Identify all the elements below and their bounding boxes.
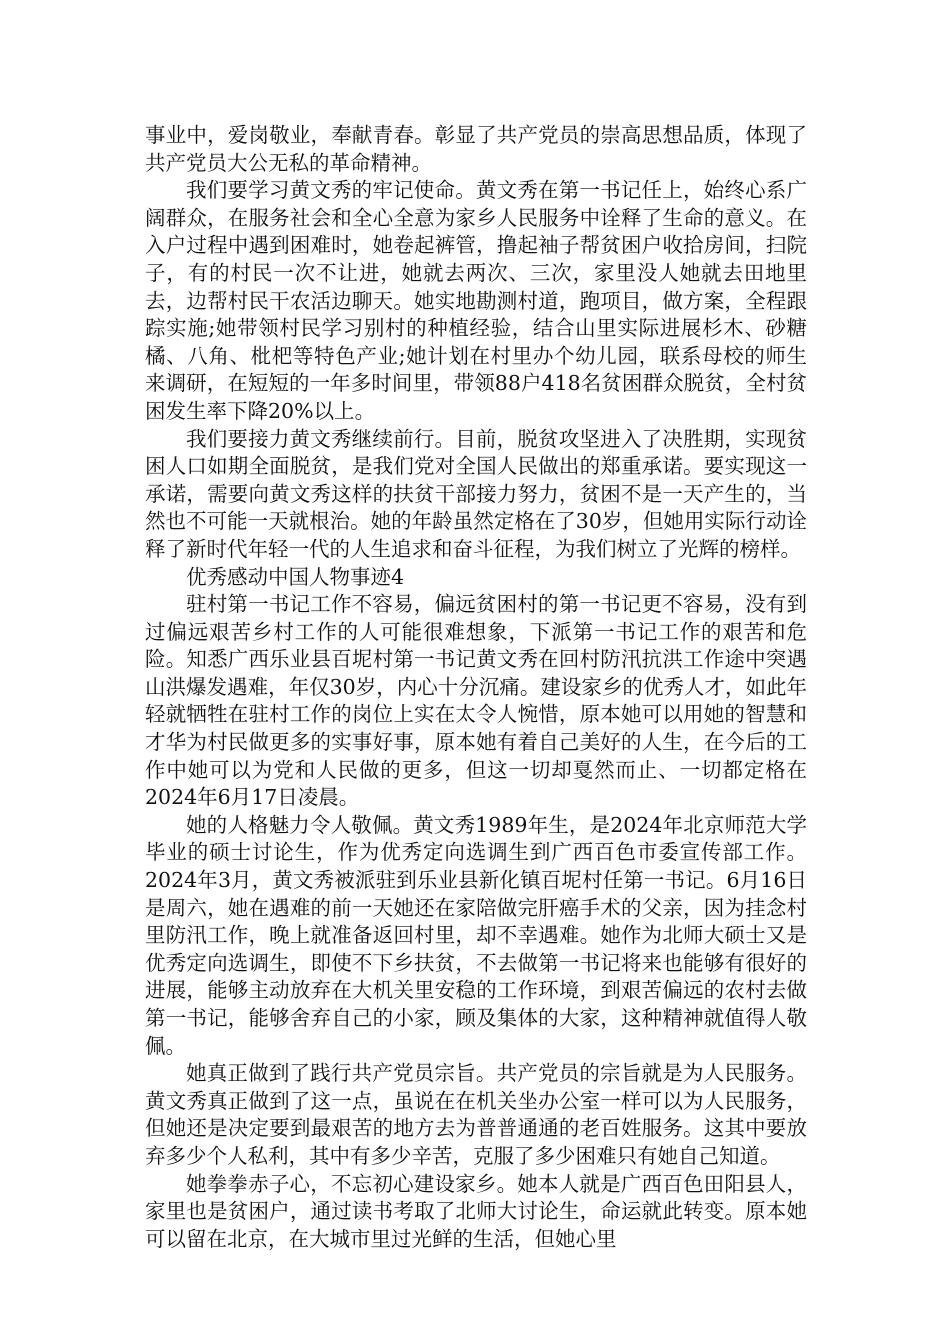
paragraph: 她真正做到了践行共产党员宗旨。共产党员的宗旨就是为人民服务。黄文秀真正做到了这一点，虽说在在机关坐办公室一样可以为人民服务，但她还是决定要到最艰苦的地方去为普普通通的老百姓服务。这其中要放弃多少个人私利，其中有多少辛苦，克服了多少困难只有她自己知道。 bbox=[145, 1061, 807, 1168]
paragraph: 我们要学习黄文秀的牢记使命。黄文秀在第一书记任上，始终心系广阔群众，在服务社会和全心全意为家乡人民服务中诠释了生命的意义。在入户过程中遇到困难时，她卷起裤管，撸起袖子帮贫困户收拾房间，扫院子，有的村民一次不让进，她就去两次、三次，家里没人她就去田地里去，边帮村民干农活边聊天。她实地勘测村道，跑项目，做方案，全程跟踪实施;她带领村民学习别村的种植经验，结合山里实际进展杉木、砂糖橘、八角、枇杷等特色产业;她计划在村里办个幼儿园，联系母校的师生来调研，在短短的一年多时间里，带领88户418名贫困群众脱贫，全村贫困发生率下降20%以上。 bbox=[145, 178, 807, 423]
paragraph: 驻村第一书记工作不容易，偏远贫困村的第一书记更不容易，没有到过偏远艰苦乡村工作的人可能很难想象，下派第一书记工作的艰苦和危险。知悉广西乐业县百坭村第一书记黄文秀在回村防汛抗洪工作途中突遇山洪爆发遇难，年仅30岁，内心十分沉痛。建设家乡的优秀人才，如此年轻就牺牲在驻村工作的岗位上实在太令人惋惜，原本她可以用她的智慧和才华为村民做更多的实事好事，原本她有着自己美好的人生，在今后的工作中她可以为党和人民做的更多，但这一切却戛然而止、一切都定格在2024年6月17日凌晨。 bbox=[145, 592, 807, 810]
paragraph: 她拳拳赤子心，不忘初心建设家乡。她本人就是广西百色田阳县人，家里也是贫困户，通过读书考取了北师大讨论生，命运就此转变。原本她可以留在北京，在大城市里过光鲜的生活，但她心里 bbox=[145, 1171, 807, 1251]
section-heading: 优秀感动中国人物事迹4 bbox=[186, 564, 405, 589]
document-body bbox=[145, 122, 807, 1253]
paragraph: 我们要接力黄文秀继续前行。目前，脱贫攻坚进入了决胜期，实现贫困人口如期全面脱贫，是我们党对全国人民做出的郑重承诺。要实现这一承诺，需要向黄文秀这样的扶贫干部接力努力，贫困不是一天产生的，当然也不可能一天就根治。她的年龄虽然定格在了30岁，但她用实际行动诠释了新时代年轻一代的人生追求和奋斗征程，为我们树立了光辉的榜样。 bbox=[145, 426, 807, 561]
paragraph: 她的人格魅力令人敬佩。黄文秀1989年生，是2024年北京师范大学毕业的硕士讨论生，作为优秀定向选调生到广西百色市委宣传部工作。2024年3月，黄文秀被派驻到乐业县新化镇百坭村任第一书记。6月16日是周六，她在遇难的前一天她还在家陪做完肝癌手术的父亲，因为挂念村里防汛工作，晚上就准备返回村里，却不幸遇难。她作为北师大硕士又是优秀定向选调生，即使不下乡扶贫，不去做第一书记将来也能够有很好的进展，能够主动放弃在大机关里安稳的工作环境，到艰苦偏远的农村去做第一书记，能够舍弃自己的小家，顾及集体的大家，这种精神就值得人敬佩。 bbox=[145, 812, 807, 1058]
paragraph: 事业中，爱岗敬业，奉献青春。彰显了共产党员的崇高思想品质，体现了共产党员大公无私的革命精神。 bbox=[145, 123, 807, 175]
